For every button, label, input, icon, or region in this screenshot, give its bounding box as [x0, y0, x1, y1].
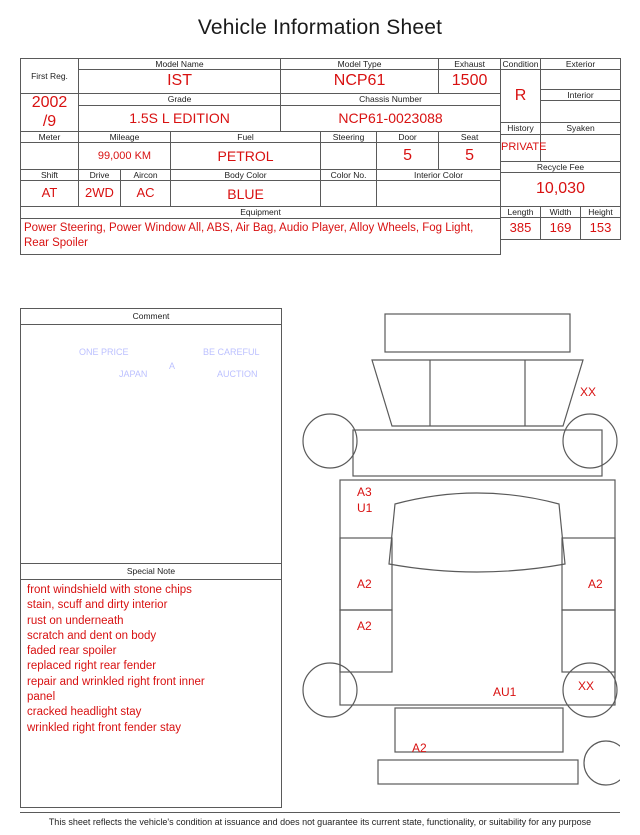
length-label: Length	[501, 206, 541, 217]
condition-label: Condition	[501, 59, 541, 70]
damage-mark: A2	[412, 741, 427, 755]
drive-value: 2WD	[79, 181, 121, 207]
body-color-label: Body Color	[171, 170, 321, 181]
exterior-value	[541, 70, 621, 90]
fuel-label: Fuel	[171, 131, 321, 142]
first-reg-year: 2002	[31, 94, 68, 112]
watermark-japan: JAPAN	[119, 369, 148, 379]
shift-value: AT	[21, 181, 79, 207]
equipment-label: Equipment	[21, 207, 501, 218]
door-label: Door	[377, 131, 439, 142]
damage-mark: U1	[357, 501, 373, 515]
model-type-label: Model Type	[281, 59, 439, 70]
special-note-heading: Special Note	[21, 564, 281, 580]
steering-label: Steering	[321, 131, 377, 142]
list-item: stain, scuff and dirty interior	[27, 599, 168, 612]
color-no-label: Color No.	[321, 170, 377, 181]
specs-right-block	[500, 58, 620, 255]
shift-label: Shift	[21, 170, 79, 181]
meter-value	[21, 143, 79, 170]
model-name-label: Model Name	[79, 59, 281, 70]
watermark-a: A	[169, 361, 176, 371]
exterior-label: Exterior	[541, 59, 621, 70]
grade-label: Grade	[79, 94, 281, 106]
list-item: faded rear spoiler	[27, 645, 117, 658]
damage-mark: AU1	[493, 685, 517, 699]
width-value: 169	[541, 217, 581, 239]
steering-value	[321, 143, 377, 170]
condition-value: R	[501, 70, 541, 123]
damage-mark: XX	[578, 679, 595, 693]
first-reg-label: First Reg.	[21, 59, 79, 94]
vehicle-diagram	[290, 308, 620, 788]
meter-label: Meter	[21, 131, 79, 142]
interior-value	[541, 101, 621, 123]
color-no-value	[321, 181, 377, 207]
page-title: Vehicle Information Sheet	[197, 16, 443, 39]
syaken-label: Syaken	[541, 123, 621, 134]
syaken-value	[541, 134, 621, 161]
list-item: scratch and dent on body	[27, 629, 157, 642]
seat-value: 5	[439, 143, 501, 170]
drive-label: Drive	[79, 170, 121, 181]
footer-disclaimer: This sheet reflects the vehicle's condition at issuance and does not guarantee its current state, functionality, or suitability for any purpose	[20, 812, 620, 827]
list-item: repair and wrinkled right front inner	[27, 675, 205, 688]
notes-column	[20, 308, 282, 808]
aircon-value: AC	[121, 181, 171, 207]
model-name-value: IST	[79, 70, 281, 94]
list-item: rust on underneath	[27, 614, 124, 627]
damage-mark: A2	[588, 577, 603, 591]
list-item: front windshield with stone chips	[27, 584, 192, 596]
interior-label: Interior	[541, 90, 621, 101]
equipment-value: Power Steering, Power Window All, ABS, Air Bag, Audio Player, Alloy Wheels, Fog Light, Rear Spoiler	[24, 221, 474, 250]
grade-value: 1.5S L EDITION	[79, 105, 281, 131]
lower-section	[20, 308, 620, 808]
watermark-auction: AUCTION	[217, 369, 258, 379]
model-type-value: NCP61	[281, 70, 439, 94]
body-color-value: BLUE	[171, 181, 321, 207]
vehicle-diagram-area	[290, 308, 620, 808]
watermark-one-price: ONE PRICE	[79, 347, 129, 357]
length-value: 385	[501, 217, 541, 239]
height-label: Height	[581, 206, 621, 217]
damage-mark: A3	[357, 485, 372, 499]
chassis-value: NCP61-0023088	[281, 105, 501, 131]
comment-heading: Comment	[21, 309, 281, 325]
interior-color-label: Interior Color	[377, 170, 501, 181]
comment-box	[20, 308, 282, 564]
first-reg-month: /9	[42, 112, 57, 130]
special-note-box	[20, 564, 282, 808]
specs-left-block	[20, 58, 500, 255]
seat-label: Seat	[439, 131, 501, 142]
header-specs-section	[20, 58, 620, 255]
exhaust-label: Exhaust	[439, 59, 501, 70]
damage-mark: XX	[580, 385, 597, 399]
history-label: History	[501, 123, 541, 134]
list-item: wrinkled right front fender stay	[27, 721, 182, 734]
history-value: PRIVATE	[501, 134, 541, 161]
width-label: Width	[541, 206, 581, 217]
aircon-label: Aircon	[121, 170, 171, 181]
recycle-fee-label: Recycle Fee	[501, 161, 621, 172]
height-value: 153	[581, 217, 621, 239]
mileage-label: Mileage	[79, 131, 171, 142]
list-item: panel	[27, 690, 56, 703]
special-note-list	[21, 580, 281, 736]
watermark-be-careful: BE CAREFUL	[203, 347, 260, 357]
list-item: replaced right rear fender	[27, 660, 157, 673]
list-item: cracked headlight stay	[27, 706, 142, 719]
door-value: 5	[377, 143, 439, 170]
mileage-value: 99,000 KM	[79, 143, 171, 170]
fuel-value: PETROL	[171, 143, 321, 170]
exhaust-value: 1500	[439, 70, 501, 94]
interior-color-value	[377, 181, 501, 207]
damage-mark: A2	[357, 577, 372, 591]
damage-mark: A2	[357, 619, 372, 633]
recycle-fee-value: 10,030	[501, 172, 621, 206]
chassis-label: Chassis Number	[281, 94, 501, 106]
